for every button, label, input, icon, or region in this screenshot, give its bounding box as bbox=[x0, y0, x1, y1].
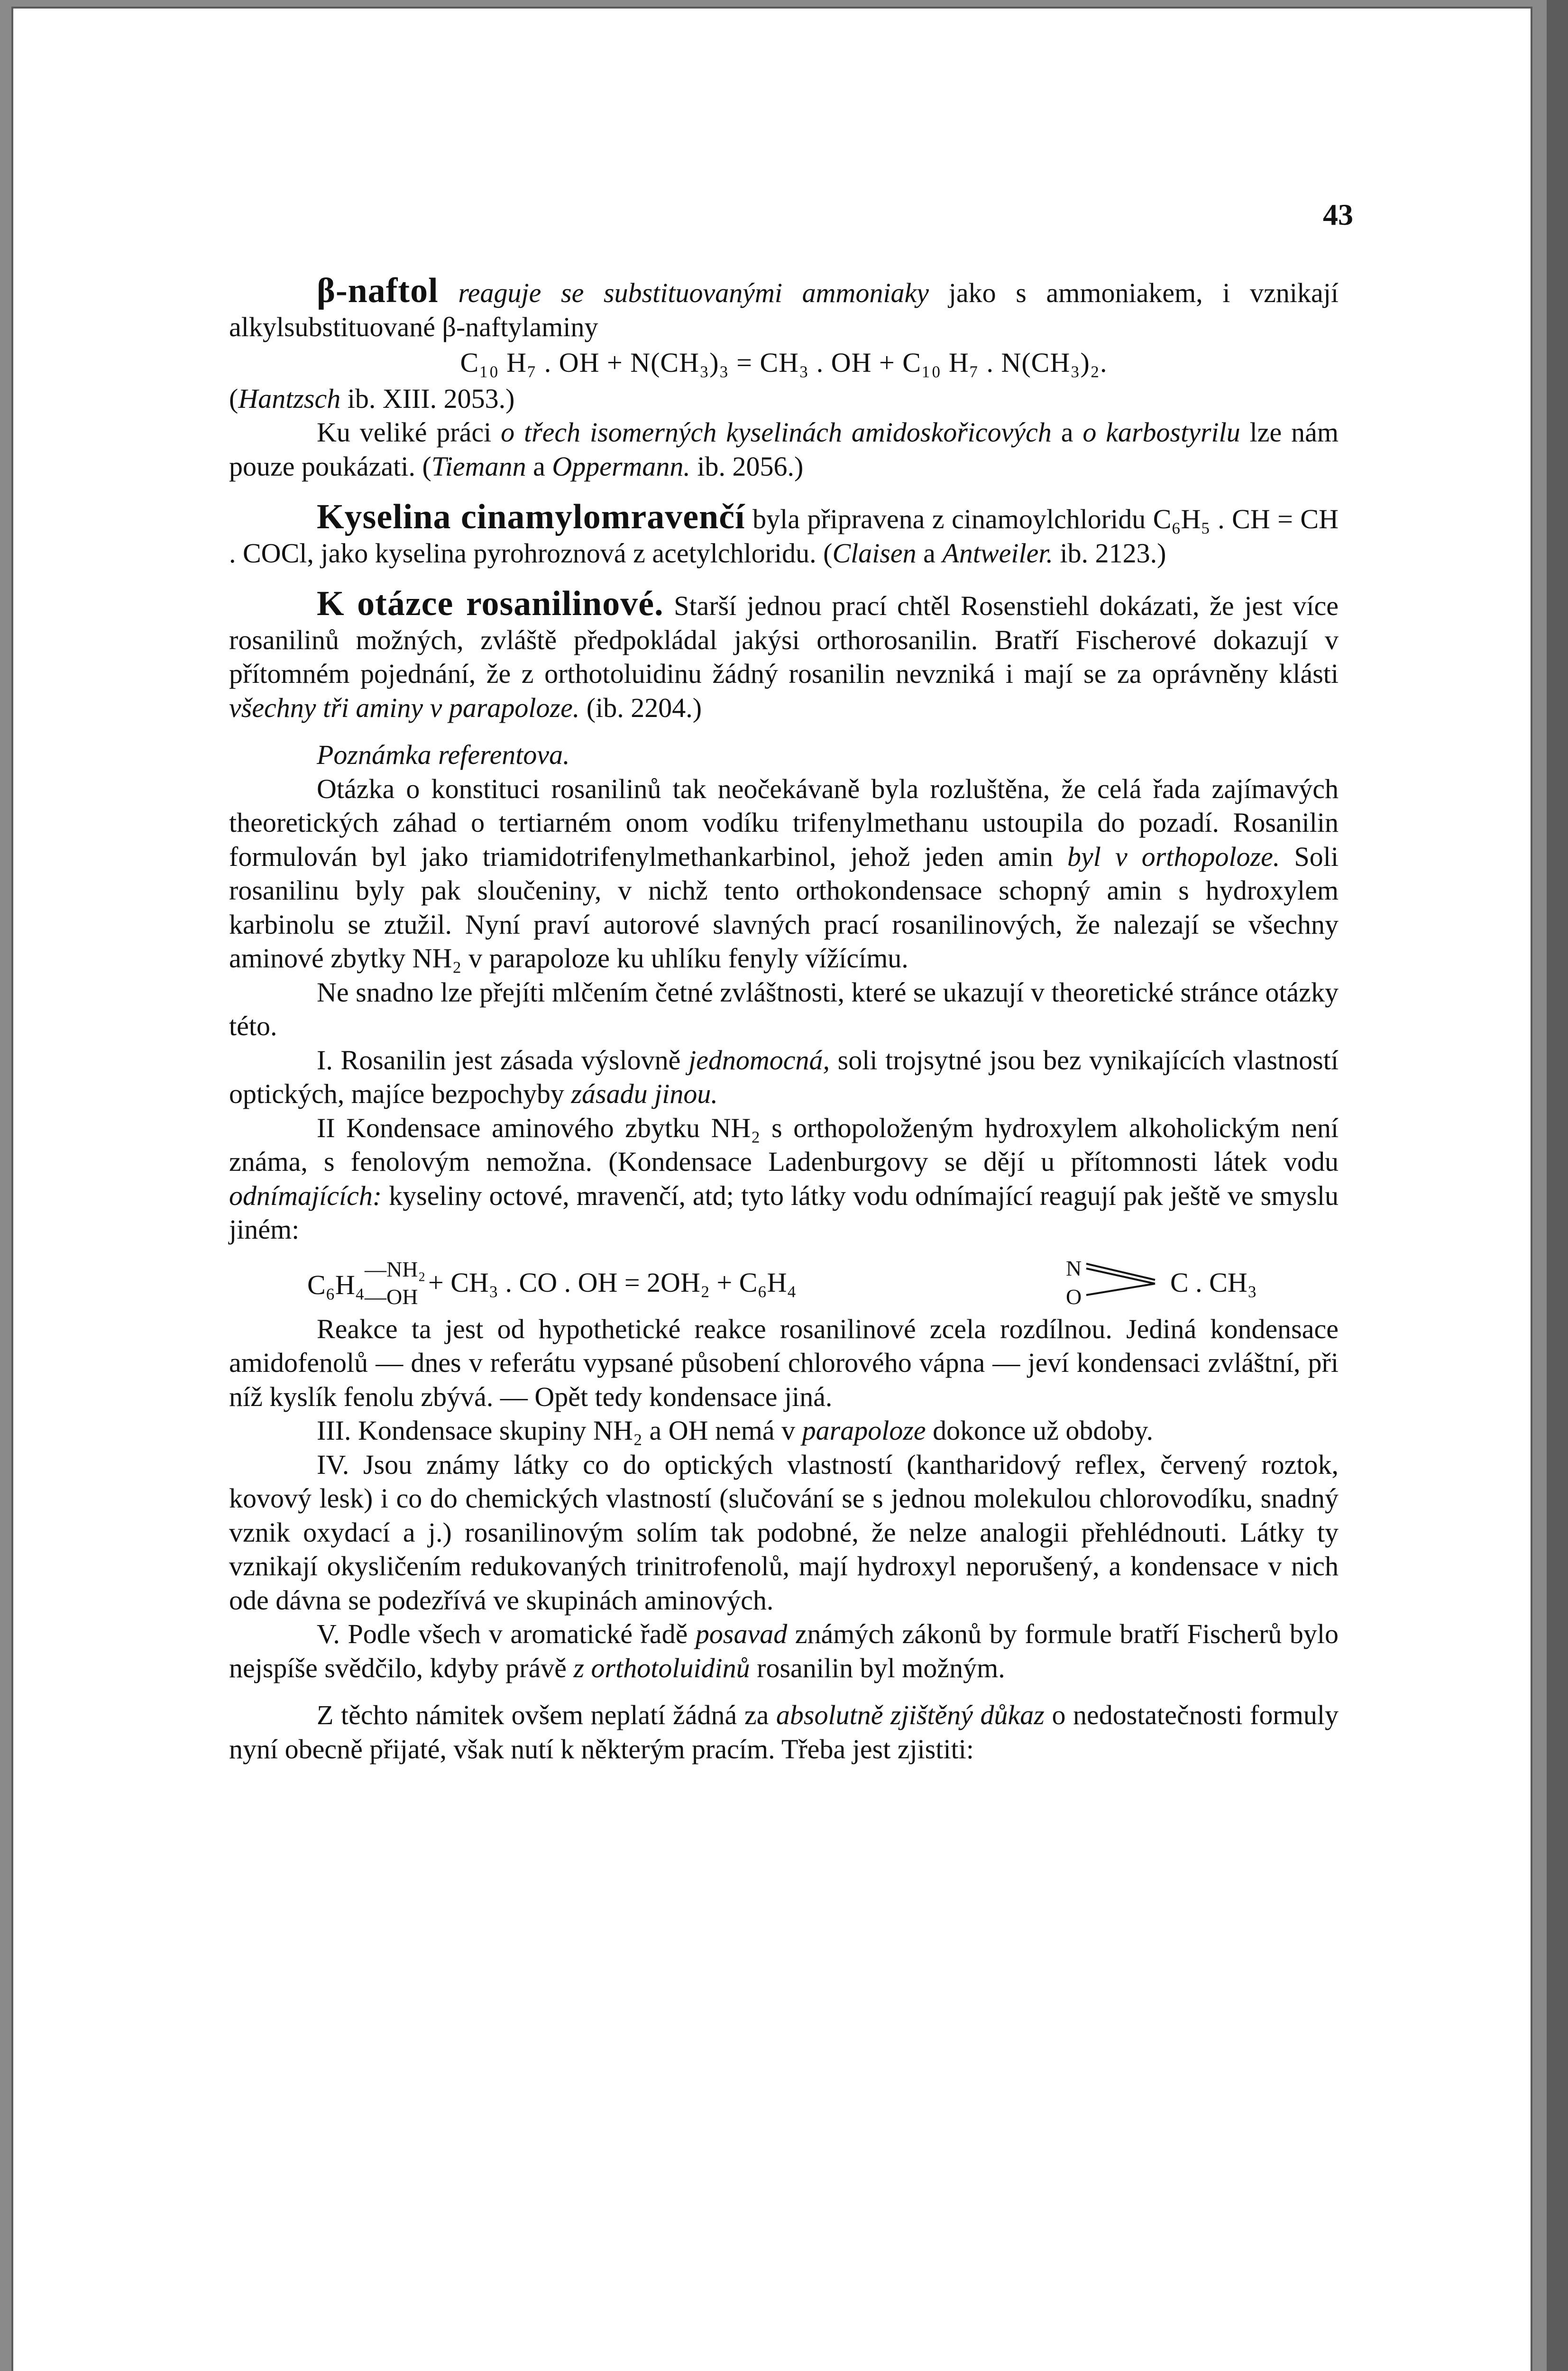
point-four: IV. Jsou známy látky co do optických vlastností (kantharidový reflex, červený roztok, kovový lesk) i co do chemických vlastností (slučování se s jednou molekulou chlorovodíku, snadný vznik oxydací a j.) rosanilinovým solím tak podobné, že nelze analogii přehlédnouti. Látky ty vznikají okysličením redukovaných trinitrofenolů, mají hydroxyl neporušený, a kondensace v nich ode dávna se podezřívá ve skupinách aminových. bbox=[229, 1449, 1339, 1616]
italic-run: o třech isomerných kyselinách amidoskořicových bbox=[501, 417, 1052, 448]
formula-c6h4: C₆H₄ bbox=[307, 1269, 365, 1300]
text-run: a bbox=[526, 450, 552, 482]
italic-run: Antweiler. bbox=[942, 537, 1054, 569]
italic-run: posavad bbox=[695, 1618, 788, 1649]
text-run: rosanilin byl možným. bbox=[750, 1652, 1005, 1683]
naftol-italic: reaguje se substituovanými ammoniaky bbox=[458, 277, 929, 308]
formula-substituents bbox=[365, 1257, 426, 1309]
text-run: soli trojsytné jsou bez vynikajících vlastností optických, majíce bezpochyby bbox=[229, 1044, 1339, 1109]
text-run: dokonce už obdoby. bbox=[926, 1415, 1154, 1446]
constitution-paragraph bbox=[229, 772, 1339, 975]
structural-formula bbox=[229, 1255, 1339, 1307]
closing-paragraph bbox=[229, 1698, 1339, 1766]
text-run: lze nám pouze poukázati. ( bbox=[229, 417, 1339, 482]
point-two bbox=[229, 1111, 1339, 1247]
note-heading-text: Poznámka referentova. bbox=[317, 739, 570, 770]
text-run: ib. 2123.) bbox=[1053, 537, 1166, 569]
formula-ring-bonds bbox=[1084, 1257, 1160, 1300]
text-run: Z těchto námitek ovšem neplatí žádná za bbox=[317, 1700, 776, 1730]
page-body bbox=[229, 271, 1339, 1766]
formula-oh: —OH bbox=[365, 1284, 418, 1309]
italic-run: Oppermann. bbox=[552, 450, 690, 482]
italic-run: Claisen bbox=[832, 537, 917, 569]
italic-run: odnímajících: bbox=[229, 1180, 382, 1211]
italic-run: jednomocná, bbox=[688, 1044, 830, 1075]
text-run: a bbox=[1051, 417, 1083, 448]
naftol-paragraph bbox=[229, 271, 1339, 344]
citation-ref: ib. XIII. 2053.) bbox=[340, 383, 515, 414]
naftol-text: jako s ammoniakem, i vznikají alkylsubstituované β-naftylaminy bbox=[229, 277, 1339, 342]
formula-reactant bbox=[307, 1257, 426, 1309]
text-run: (ib. 2204.) bbox=[579, 692, 702, 723]
formula-ring-n: N bbox=[1066, 1256, 1082, 1280]
italic-run: o karbostyrilu bbox=[1082, 417, 1240, 448]
scan-edge bbox=[1547, 0, 1568, 2371]
text-run: a bbox=[916, 537, 943, 569]
naftol-citation: (Hantzsch ib. XIII. 2053.) bbox=[229, 383, 515, 414]
formula-product-tail: C . CH₃ bbox=[1170, 1267, 1257, 1298]
italic-run: z orthotoluidinů bbox=[573, 1652, 750, 1683]
text-run: I. Rosanilin jest zásada výslovně bbox=[317, 1044, 689, 1075]
note-heading bbox=[229, 738, 1339, 772]
peculiarities-paragraph: Ne snadno lze přejíti mlčením četné zvláštnosti, které se ukazují v theoretické stránce otázky této. bbox=[229, 976, 1339, 1041]
italic-run: všechny tři aminy v parapoloze. bbox=[229, 692, 580, 723]
rosanilin-paragraph bbox=[229, 584, 1339, 725]
text-run: známých zákonů by formule bratří Fischerů bylo nejspíše svědčilo, kdyby právě bbox=[229, 1618, 1339, 1683]
rosanilin-heading: K otázce rosanilinové. bbox=[317, 584, 664, 623]
point-five bbox=[229, 1617, 1339, 1685]
cinamyl-heading: Kyselina cinamylomravenčí bbox=[317, 497, 745, 536]
point-three bbox=[229, 1414, 1339, 1448]
citation-author: Hantzsch bbox=[238, 383, 341, 414]
isomer-paragraph bbox=[229, 415, 1339, 483]
text-run: o nedostatečnosti formuly nyní obecně přijaté, však nutí k některým pracím. Třeba jest zjistiti: bbox=[229, 1700, 1339, 1764]
text-run: Otázka o konstituci rosanilinů tak neočekávaně byla rozluštěna, že celá řada zajímavých theoretických záhad o tertiarném onom vodíku trifenylmethanu ustoupila do pozadí. Rosanilin formulován byl jako triamidotrifenylmethankarbinol, jehož jeden amin bbox=[229, 773, 1339, 872]
text-run: III. Kondensace skupiny NH₂ a OH nemá v bbox=[317, 1415, 802, 1446]
text-run: II Kondensace aminového zbytku NH₂ s orthopoloženým hydroxylem alkoholickým není známa, s fenolovým nemožna. (Kondensace Ladenburgovy se dějí u přítomnosti látek vodu bbox=[229, 1112, 1339, 1177]
text-run: V. Podle všech v aromatické řadě bbox=[317, 1618, 696, 1649]
text-run: Starší jednou prací chtěl Rosenstiehl dokázati, že jest více rosanilinů možných, zvláště předpokládal jakýsi orthorosanilin. Bratří Fischerové dokazují v přítomném pojednání, že z orthotoluidinu žádný rosanilin nevzniká i mají se za oprávněny klásti bbox=[229, 590, 1339, 689]
formula-ring bbox=[1056, 1256, 1175, 1309]
formula-middle: + CH₃ . CO . OH = 2OH₂ + C₆H₄ bbox=[428, 1267, 797, 1298]
page-number: 43 bbox=[1323, 198, 1353, 231]
text-run: Ku veliké práci bbox=[317, 417, 501, 448]
italic-run: parapoloze bbox=[802, 1415, 926, 1446]
book-page bbox=[13, 9, 1531, 2371]
italic-run: Tiemann bbox=[431, 450, 526, 482]
naftol-formula: C₁₀ H₇ . OH + N(CH₃)₃ = CH₃ . OH + C₁₀ H₇ . N(CH₃)₂. bbox=[460, 347, 1108, 378]
text-run: byla připravena z cinamoylchloridu C₆H₅ . CH = CH . COCl, jako kyselina pyrohroznová z acetylchloridu. ( bbox=[229, 504, 1339, 569]
italic-run: zásadu jinou. bbox=[571, 1078, 718, 1109]
naftol-lead: β-naftol bbox=[317, 271, 439, 310]
reaction-paragraph: Reakce ta jest od hypothetické reakce rosanilinové zcela rozdílnou. Jediná kondensace amidofenolů — dnes v referátu vypsané působení chlorového vápna — jeví kondensaci zvláštní, při níž kyslík fenolu zbývá. — Opět tedy kondensace jiná. bbox=[229, 1313, 1339, 1412]
text-run: Soli rosanilinu byly pak sloučeniny, v nichž tento orthokondensace schopný amin s hydroxylem karbinolu se ztužil. Nyní praví autorové slavných prací rosanilinových, že nalezají se všechny aminové zbytky NH₂ v parapoloze ku uhlíku fenyly vížícímu. bbox=[229, 841, 1339, 974]
formula-ring-o: O bbox=[1066, 1284, 1082, 1309]
text-run: kyseliny octové, mravenčí, atd; tyto látky vodu odnímající reagují pak ještě ve smyslu jiném: bbox=[229, 1180, 1339, 1245]
point-one bbox=[229, 1043, 1339, 1111]
text-run: ib. 2056.) bbox=[690, 450, 804, 482]
cinamyl-paragraph bbox=[229, 497, 1339, 570]
formula-nh2: —NH₂ bbox=[365, 1257, 426, 1281]
italic-run: absolutně zjištěný důkaz bbox=[776, 1700, 1045, 1730]
italic-run: byl v orthopoloze. bbox=[1067, 841, 1280, 872]
